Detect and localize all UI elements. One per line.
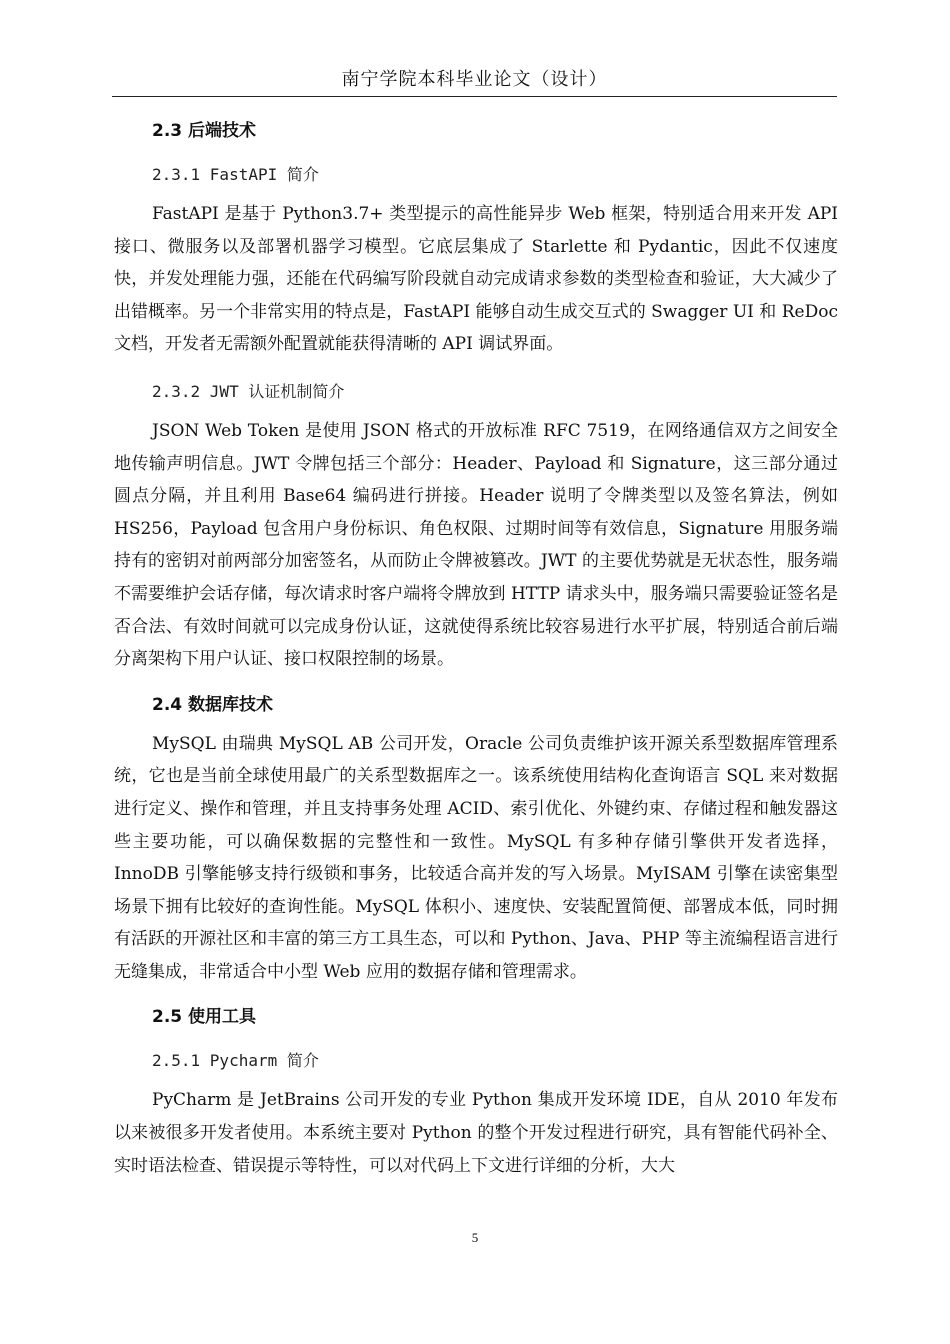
section-heading-2-4: 2.4 数据库技术 [152, 694, 274, 715]
paragraph-mysql: MySQL 由瑞典 MySQL AB 公司开发，Oracle 公司负责维护该开源关系型数据库管理系统，它也是当前全球使用最广的关系型数据库之一。该系统使用结构化查询语言 SQL 来对数据进行定义、操作和管理，并且支持事务处理 ACID、索引优化、外键约束、存储过程和触发器这些主要功能，可以确保数据的完整性和一致性。MySQL 有多种存储引擎供开发者选择，InnoDB 引擎能够支持行级锁和事务，比较适合高并发的写入场景。MyISAM 引擎在读密集型场景下拥有比较好的查询性能。MySQL 体积小、速度快、安装配置简便、部署成本低，同时拥有活跃的开源社区和丰富的第三方工具生态，可以和 Python、Java、PHP 等主流编程语言进行无缝集成，非常适合中小型 Web 应用的数据存储和管理需求。 [114, 733, 838, 982]
spacer [114, 682, 838, 690]
subsection-heading-2-3-1: 2.3.1 FastAPI 简介 [152, 165, 319, 184]
spacer [114, 994, 838, 1002]
header-rule [112, 96, 837, 97]
paragraph-pycharm: PyCharm 是 JetBrains 公司开发的专业 Python 集成开发环境 IDE，自从 2010 年发布以来被很多开发者使用。本系统主要对 Python 的整个开发过程进行研究，具有智能代码补全、实时语法检查、错误提示等特性，可以对代码上下文进行详细的分析，大大 [114, 1090, 838, 1176]
running-header: 南宁学院本科毕业论文（设计） [341, 69, 608, 90]
section-heading-2-3: 2.3 后端技术 [152, 121, 257, 141]
section-heading-2-5: 2.5 使用工具 [152, 1007, 257, 1028]
paragraph-jwt: JSON Web Token 是使用 JSON 格式的开放标准 RFC 7519，在网络通信双方之间安全地传输声明信息。JWT 令牌包括三个部分：Header、Payload 和 Signature，这三部分通过圆点分隔，并且利用 Base64 编码进行拼接。Header 说明了令牌类型以及签名算法，例如 HS256，Payload 包含用户身份标识、角色权限、过期时间等有效信息，Signature 用服务端持有的密钥对前两部分加密签名，从而防止令牌被篡改。JWT 的主要优势就是无状态性，服务端不需要维护会话存储，每次请求时客户端将令牌放到 HTTP 请求头中，服务端只需要验证签名是否合法、有效时间就可以完成身份认证，这就使得系统比较容易进行水平扩展，特别适合前后端分离架构下用户认证、接口权限控制的场景。 [114, 420, 838, 670]
subsection-heading-2-3-2: 2.3.2 JWT 认证机制简介 [152, 381, 345, 401]
subsection-heading-2-5-1: 2.5.1 Pycharm 简介 [152, 1051, 319, 1071]
page-number: 5 [471, 1230, 479, 1245]
page-body [114, 116, 838, 1188]
paragraph-fastapi: FastAPI 是基于 Python3.7+ 类型提示的高性能异步 Web 框架，特别适合用来开发 API 接口、微服务以及部署机器学习模型。它底层集成了 Starlette 和 Pydantic，因此不仅速度快，并发处理能力强，还能在代码编写阶段就自动完成请求参数的类型检查和验证，大大减少了出错概率。另一个非常实用的特点是，FastAPI 能够自动生成交互式的 Swagger UI 和 ReDoc 文档，开发者无需额外配置就能获得清晰的 API 调试界面。 [114, 204, 838, 355]
